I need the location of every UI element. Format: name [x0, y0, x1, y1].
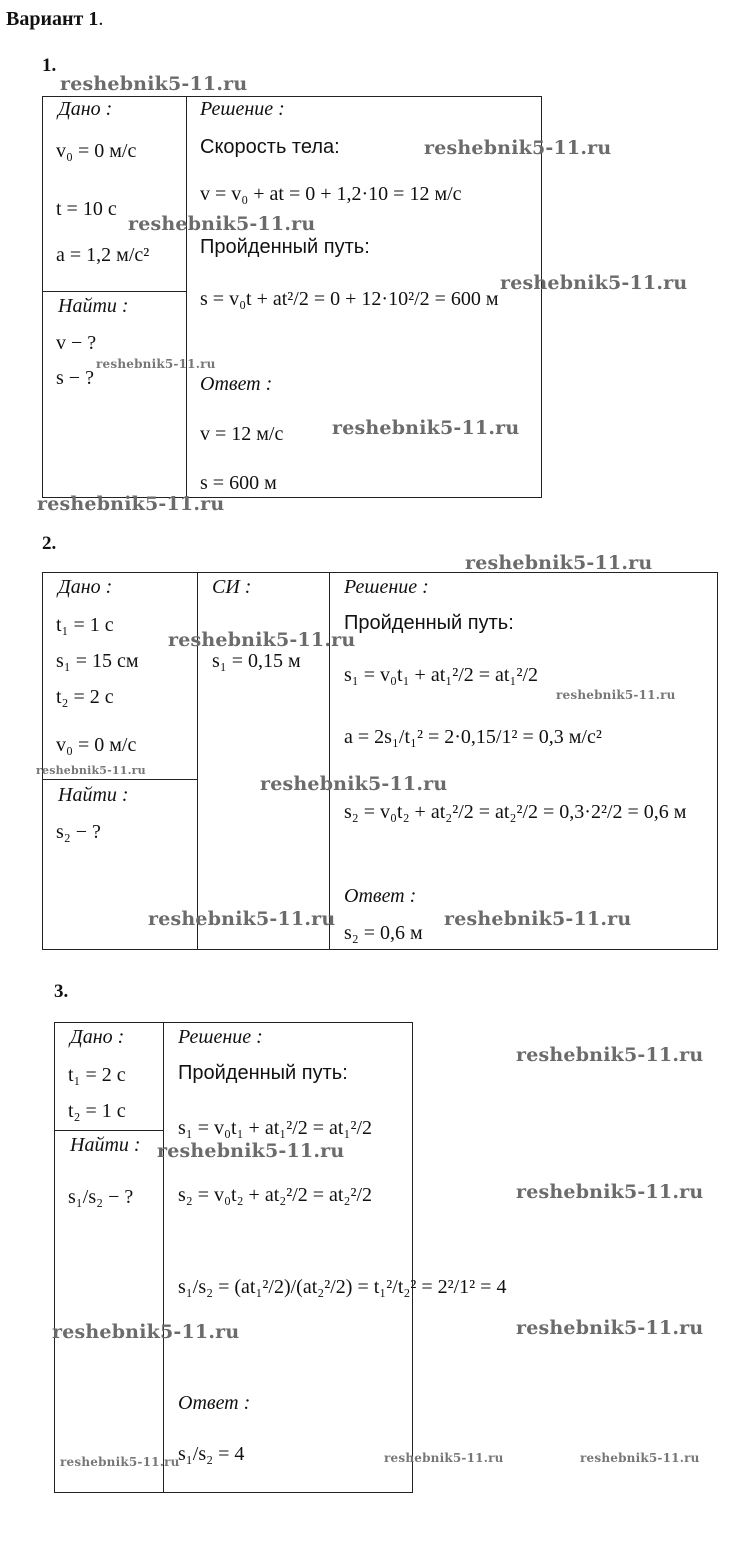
watermark: reshebnik5-11.ru	[52, 1321, 240, 1343]
given-t2: t₂ = 2 с	[56, 686, 114, 708]
watermark: reshebnik5-11.ru	[556, 688, 676, 702]
watermark: reshebnik5-11.ru	[444, 908, 632, 930]
given-label: Дано :	[70, 1026, 125, 1048]
given-t2: t₂ = 1 с	[68, 1100, 126, 1122]
watermark: reshebnik5-11.ru	[332, 417, 520, 439]
problem-3-table	[54, 1022, 413, 1493]
si-label: СИ :	[212, 576, 252, 598]
watermark: reshebnik5-11.ru	[580, 1451, 700, 1465]
given-label: Дано :	[58, 98, 113, 120]
watermark: reshebnik5-11.ru	[465, 552, 653, 574]
watermark: reshebnik5-11.ru	[516, 1317, 704, 1339]
answer-label: Ответ :	[200, 373, 273, 395]
watermark: reshebnik5-11.ru	[60, 1455, 180, 1469]
watermark: reshebnik5-11.ru	[37, 493, 225, 515]
solution-equation: s₂ = v₀t₂ + at₂²/2 = at₂²/2 = 0,3·2²/2 = 0,6 м	[344, 801, 687, 823]
answer-value: v = 12 м/с	[200, 423, 284, 445]
find-label: Найти :	[58, 295, 129, 317]
given-t1: t₁ = 1 с	[56, 614, 114, 636]
find-label: Найти :	[58, 784, 129, 806]
solution-label: Решение :	[178, 1026, 263, 1048]
find-ratio: s₁/s₂ − ?	[68, 1186, 134, 1208]
solution-equation: s₁/s₂ = (at₁²/2)/(at₂²/2) = t₁²/t₂² = 2²/1² = 4	[178, 1276, 507, 1298]
watermark: reshebnik5-11.ru	[157, 1140, 345, 1162]
answer-value: s₂ = 0,6 м	[344, 922, 423, 944]
problem-1-number: 1.	[42, 55, 57, 76]
solution-equation: s₁ = v₀t₁ + at₁²/2 = at₁²/2	[344, 664, 539, 686]
page-title: Вариант 1.	[6, 8, 104, 30]
given-t: t = 10 с	[56, 198, 117, 220]
answer-label: Ответ :	[178, 1392, 251, 1414]
watermark: reshebnik5-11.ru	[500, 272, 688, 294]
find-s: s − ?	[56, 367, 94, 389]
solution-line: Пройденный путь:	[344, 612, 514, 634]
answer-value: s = 600 м	[200, 472, 277, 494]
solution-label: Решение :	[200, 98, 285, 120]
watermark: reshebnik5-11.ru	[424, 137, 612, 159]
watermark: reshebnik5-11.ru	[96, 357, 216, 371]
solution-line: Пройденный путь:	[178, 1062, 348, 1084]
watermark: reshebnik5-11.ru	[128, 213, 316, 235]
solution-label: Решение :	[344, 576, 429, 598]
given-s1: s₁ = 15 см	[56, 650, 139, 672]
solution-equation: s₂ = v₀t₂ + at₂²/2 = at₂²/2	[178, 1184, 373, 1206]
find-v: v − ?	[56, 332, 97, 354]
watermark: reshebnik5-11.ru	[260, 773, 448, 795]
watermark: reshebnik5-11.ru	[516, 1044, 704, 1066]
watermark: reshebnik5-11.ru	[60, 73, 248, 95]
solution-equation: s₁ = v₀t₁ + at₁²/2 = at₁²/2	[178, 1117, 373, 1139]
problem-3-number: 3.	[54, 981, 69, 1002]
find-s2: s₂ − ?	[56, 821, 101, 843]
given-v0: v₀ = 0 м/с	[56, 140, 137, 162]
solution-line: Скорость тела:	[200, 136, 340, 158]
watermark: reshebnik5-11.ru	[148, 908, 336, 930]
given-t1: t₁ = 2 с	[68, 1064, 126, 1086]
solution-equation: v = v₀ + at = 0 + 1,2·10 = 12 м/с	[200, 183, 462, 205]
solution-line: Пройденный путь:	[200, 236, 370, 258]
answer-label: Ответ :	[344, 885, 417, 907]
answer-value: s₁/s₂ = 4	[178, 1443, 245, 1465]
given-v0: v₀ = 0 м/с	[56, 734, 137, 756]
watermark: reshebnik5-11.ru	[516, 1181, 704, 1203]
solution-equation: a = 2s₁/t₁² = 2·0,15/1² = 0,3 м/с²	[344, 726, 602, 748]
watermark: reshebnik5-11.ru	[384, 1451, 504, 1465]
watermark: reshebnik5-11.ru	[168, 629, 356, 651]
si-value: s₁ = 0,15 м	[212, 650, 301, 672]
given-label: Дано :	[58, 576, 113, 598]
watermark: reshebnik5-11.ru	[36, 764, 146, 777]
find-label: Найти :	[70, 1134, 141, 1156]
problem-2-number: 2.	[42, 533, 57, 554]
given-a: a = 1,2 м/с²	[56, 244, 150, 266]
solution-equation: s = v₀t + at²/2 = 0 + 12·10²/2 = 600 м	[200, 288, 499, 310]
